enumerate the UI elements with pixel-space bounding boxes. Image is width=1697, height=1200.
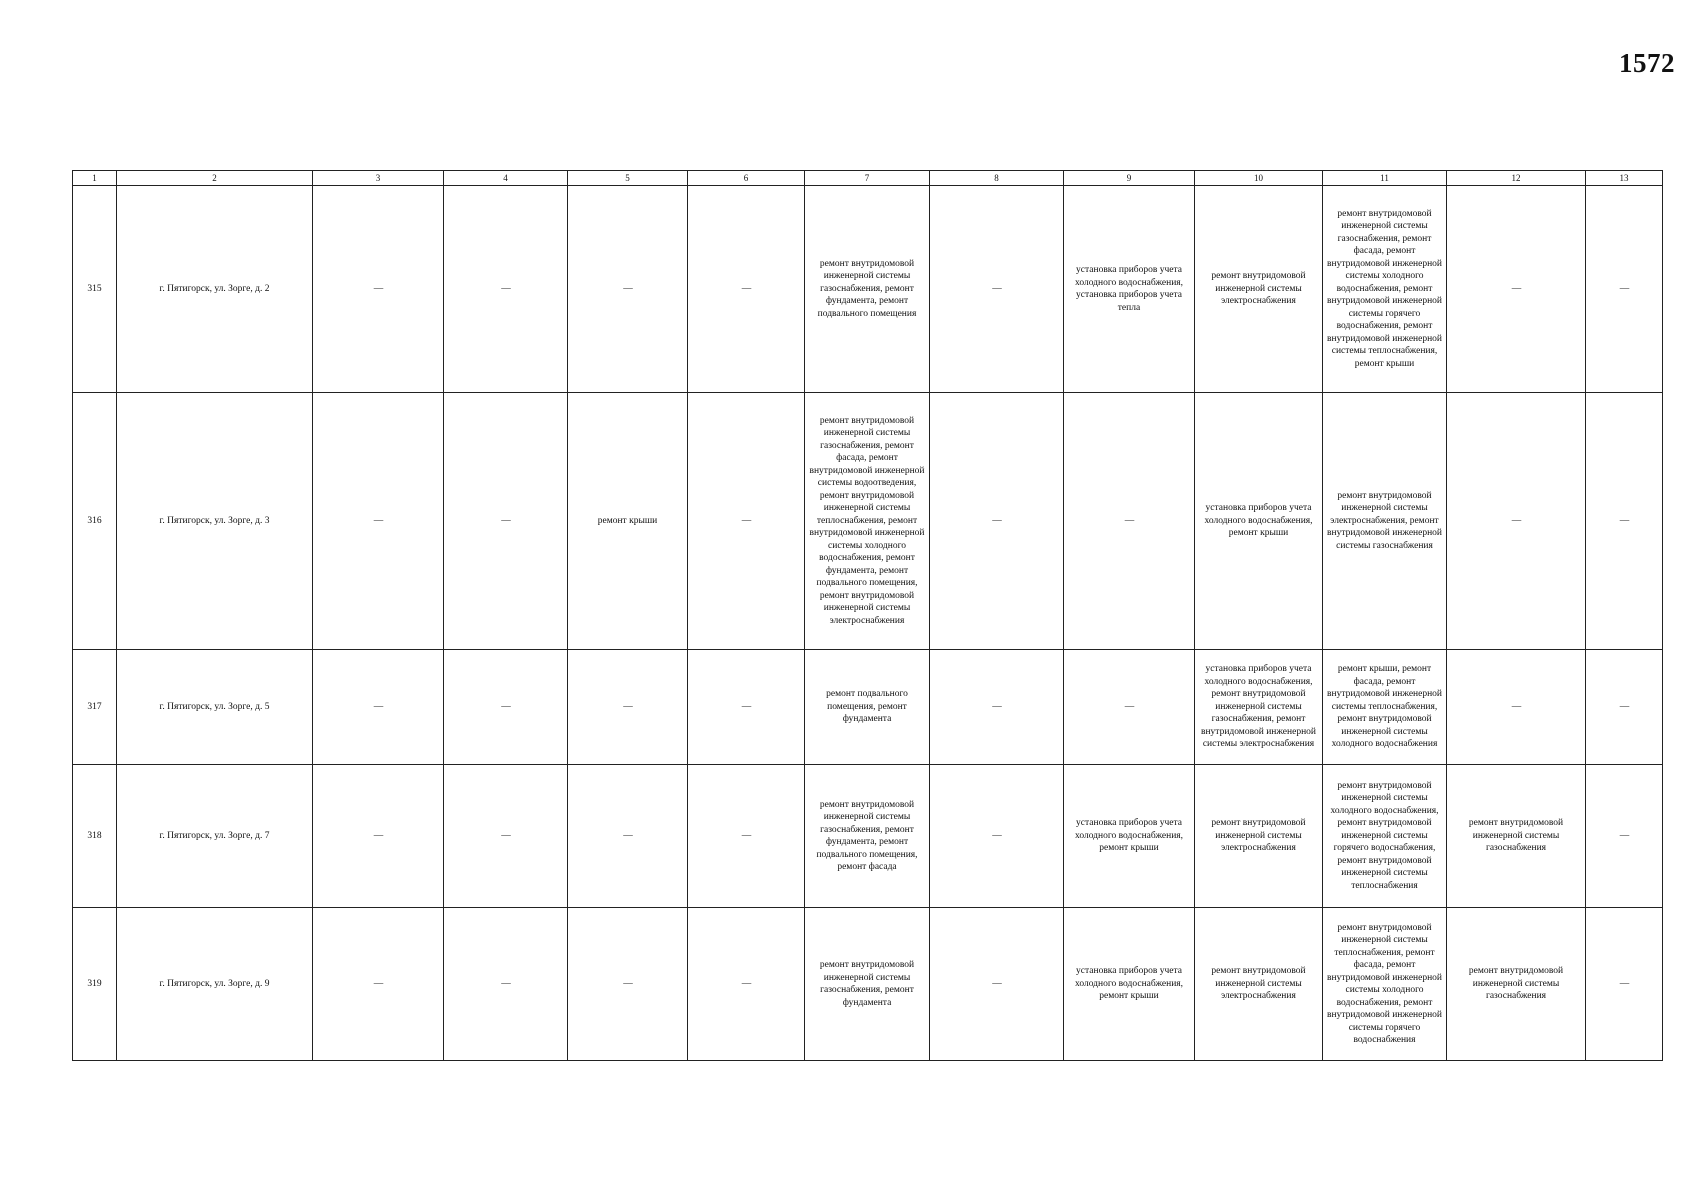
row-number: 318 [73, 765, 117, 908]
table-cell: — [688, 908, 805, 1061]
page-number: 1572 [1619, 48, 1675, 78]
table-cell: — [688, 186, 805, 393]
row-number: 317 [73, 650, 117, 765]
table-cell: — [313, 650, 444, 765]
address-cell: г. Пятигорск, ул. Зорге, д. 2 [117, 186, 313, 393]
address-cell: г. Пятигорск, ул. Зорге, д. 3 [117, 393, 313, 650]
column-header: 13 [1586, 171, 1663, 186]
table-cell: — [444, 908, 568, 1061]
table-cell: — [568, 650, 688, 765]
table-cell: — [313, 908, 444, 1061]
table-cell: ремонт внутридомовой инженерной системы газоснабжения, ремонт фундамента [805, 908, 930, 1061]
table-cell: — [444, 393, 568, 650]
table-row [73, 393, 1663, 650]
table-cell: — [1447, 393, 1586, 650]
table-cell: ремонт внутридомовой инженерной системы газоснабжения, ремонт фундамента, ремонт подвального помещения, ремонт фасада [805, 765, 930, 908]
table-row [73, 650, 1663, 765]
column-header: 5 [568, 171, 688, 186]
table-cell: — [444, 765, 568, 908]
column-header: 7 [805, 171, 930, 186]
table-cell: ремонт крыши, ремонт фасада, ремонт внутридомовой инженерной системы теплоснабжения, ремонт внутридомовой инженерной системы холодного водоснабжения [1323, 650, 1447, 765]
table-row [73, 186, 1663, 393]
table-cell: ремонт внутридомовой инженерной системы теплоснабжения, ремонт фасада, ремонт внутридомовой инженерной системы холодного водоснабжения, ремонт внутридомовой инженерной системы горячего водоснабжения [1323, 908, 1447, 1061]
repair-schedule-table [72, 170, 1663, 1061]
table-cell: — [313, 393, 444, 650]
table-cell: ремонт внутридомовой инженерной системы электроснабжения [1195, 908, 1323, 1061]
table-cell: — [930, 393, 1064, 650]
table-cell: — [688, 393, 805, 650]
column-header: 3 [313, 171, 444, 186]
table-cell: ремонт внутридомовой инженерной системы газоснабжения, ремонт фасада, ремонт внутридомовой инженерной системы водоотведения, ремонт внутридомовой инженерной системы теплоснабжения, ремонт внутридомовой инженерной системы холодного водоснабжения, ремонт фундамента, ремонт подвального помещения, ремонт внутридомовой инженерной системы электроснабжения [805, 393, 930, 650]
table-cell: — [1064, 393, 1195, 650]
table-cell: — [1447, 650, 1586, 765]
table-cell: — [568, 186, 688, 393]
row-number: 315 [73, 186, 117, 393]
table-cell: — [1064, 650, 1195, 765]
table-cell: — [1586, 186, 1663, 393]
column-header: 4 [444, 171, 568, 186]
table-cell: — [1447, 186, 1586, 393]
column-header: 2 [117, 171, 313, 186]
table-cell: — [1586, 908, 1663, 1061]
row-number: 319 [73, 908, 117, 1061]
table-row [73, 908, 1663, 1061]
address-cell: г. Пятигорск, ул. Зорге, д. 7 [117, 765, 313, 908]
table-cell: — [930, 650, 1064, 765]
table-cell: — [568, 908, 688, 1061]
table-cell: ремонт внутридомовой инженерной системы электроснабжения [1195, 186, 1323, 393]
table-cell: установка приборов учета холодного водоснабжения, ремонт крыши [1064, 908, 1195, 1061]
table-cell: установка приборов учета холодного водоснабжения, ремонт крыши [1195, 393, 1323, 650]
column-number-row [73, 171, 1663, 186]
table-cell: — [930, 186, 1064, 393]
address-cell: г. Пятигорск, ул. Зорге, д. 9 [117, 908, 313, 1061]
table-cell: ремонт внутридомовой инженерной системы газоснабжения, ремонт фундамента, ремонт подвального помещения [805, 186, 930, 393]
table-cell: ремонт крыши [568, 393, 688, 650]
table-cell: ремонт внутридомовой инженерной системы холодного водоснабжения, ремонт внутридомовой инженерной системы горячего водоснабжения, ремонт внутридомовой инженерной системы теплоснабжения [1323, 765, 1447, 908]
table-cell: — [568, 765, 688, 908]
row-number: 316 [73, 393, 117, 650]
table-cell: ремонт внутридомовой инженерной системы электроснабжения [1195, 765, 1323, 908]
table-cell: установка приборов учета холодного водоснабжения, установка приборов учета тепла [1064, 186, 1195, 393]
column-header: 12 [1447, 171, 1586, 186]
table-cell: — [444, 186, 568, 393]
table-cell: — [313, 186, 444, 393]
table-cell: — [1586, 765, 1663, 908]
table-cell: — [688, 765, 805, 908]
table-cell: — [1586, 393, 1663, 650]
table-cell: — [688, 650, 805, 765]
column-header: 10 [1195, 171, 1323, 186]
column-header: 1 [73, 171, 117, 186]
table-cell: — [313, 765, 444, 908]
table-cell: ремонт внутридомовой инженерной системы электроснабжения, ремонт внутридомовой инженерной системы газоснабжения [1323, 393, 1447, 650]
table-cell: — [930, 908, 1064, 1061]
table-cell: — [930, 765, 1064, 908]
column-header: 6 [688, 171, 805, 186]
table-cell: ремонт подвального помещения, ремонт фундамента [805, 650, 930, 765]
table-cell: — [444, 650, 568, 765]
address-cell: г. Пятигорск, ул. Зорге, д. 5 [117, 650, 313, 765]
table-cell: ремонт внутридомовой инженерной системы газоснабжения [1447, 908, 1586, 1061]
table-cell: установка приборов учета холодного водоснабжения, ремонт внутридомовой инженерной системы газоснабжения, ремонт внутридомовой инженерной системы электроснабжения [1195, 650, 1323, 765]
table-cell: установка приборов учета холодного водоснабжения, ремонт крыши [1064, 765, 1195, 908]
table-row [73, 765, 1663, 908]
table-cell: — [1586, 650, 1663, 765]
table-cell: ремонт внутридомовой инженерной системы газоснабжения [1447, 765, 1586, 908]
column-header: 11 [1323, 171, 1447, 186]
table-cell: ремонт внутридомовой инженерной системы газоснабжения, ремонт фасада, ремонт внутридомовой инженерной системы холодного водоснабжения, ремонт внутридомовой инженерной системы горячего водоснабжения, ремонт внутридомовой инженерной системы теплоснабжения, ремонт крыши [1323, 186, 1447, 393]
column-header: 8 [930, 171, 1064, 186]
column-header: 9 [1064, 171, 1195, 186]
